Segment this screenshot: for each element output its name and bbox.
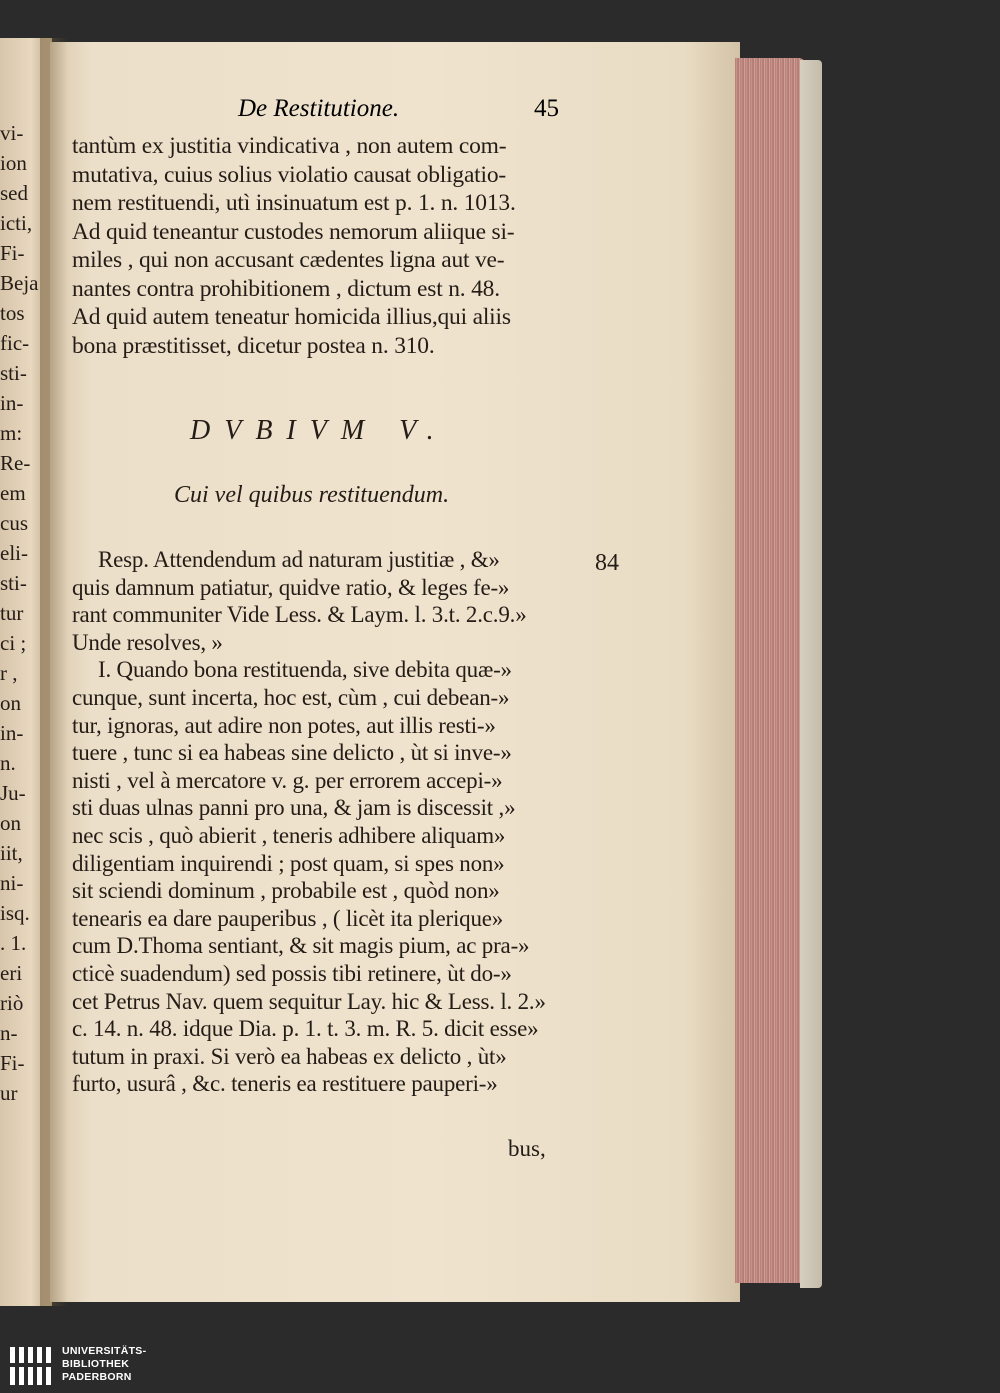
left-margin-27: isq. bbox=[0, 901, 30, 925]
book-cover-edge bbox=[800, 60, 822, 1288]
running-title: De Restitutione. bbox=[238, 95, 400, 122]
paragraph-line-1: mutativa, cuius solius violatio causat obligatio- bbox=[72, 161, 507, 188]
answer-line-1: quis damnum patiatur, quidve ratio, & leges fe-» bbox=[72, 574, 510, 600]
catchword: bus, bbox=[508, 1136, 546, 1161]
left-margin-24: on bbox=[0, 811, 21, 835]
left-margin-32: Fi- bbox=[0, 1051, 25, 1075]
paragraph-line-0: tantùm ex justitia vindicativa , non autem com- bbox=[72, 133, 507, 159]
answer-line-9: sti duas ulnas panni pro una, & jam is discessit ,» bbox=[72, 795, 516, 821]
library-logo-icon bbox=[8, 1345, 54, 1387]
answer-line-18: tutum in praxi. Si verò ea habeas ex delicto , ùt» bbox=[72, 1043, 507, 1069]
answer-line-10: nec scis , quò abierit , teneris adhibere aliquam» bbox=[72, 822, 506, 848]
library-name-line1: UNIVERSITÄTS- bbox=[62, 1345, 147, 1357]
paragraph-line-3: Ad quid teneantur custodes nemorum aliique si- bbox=[72, 218, 515, 245]
left-margin-31: n- bbox=[0, 1021, 18, 1045]
answer-line-8: nisti , vel à mercatore v. g. per errorem accepi-» bbox=[72, 767, 503, 793]
page-number: 45 bbox=[534, 95, 559, 122]
left-margin-0: vi- bbox=[0, 121, 24, 145]
left-margin-19: r , bbox=[0, 661, 18, 685]
left-margin-33: ur bbox=[0, 1081, 18, 1105]
left-margin-25: iit, bbox=[0, 841, 23, 865]
paragraph-text bbox=[72, 132, 602, 360]
paragraph-line-4: miles , qui non accusant cædentes ligna aut ve- bbox=[72, 247, 505, 273]
library-name bbox=[62, 1345, 146, 1384]
answer-line-5: cunque, sunt incerta, hoc est, cùm , cui debean-» bbox=[72, 684, 510, 710]
library-logo bbox=[8, 1343, 168, 1389]
left-margin-8: sti- bbox=[0, 361, 27, 385]
library-name-line3: PADERBORN bbox=[62, 1371, 132, 1383]
margin-number: 84 bbox=[595, 550, 619, 576]
left-margin-16: sti- bbox=[0, 571, 27, 595]
left-margin-15: eli- bbox=[0, 541, 28, 565]
answer-line-0: Resp. Attendendum ad naturam justitiæ , &» bbox=[98, 547, 500, 572]
answer-line-17: c. 14. n. 48. idque Dia. p. 1. t. 3. m. R. 5. dicit esse» bbox=[72, 1016, 539, 1042]
page-edge-red bbox=[735, 58, 805, 1283]
left-margin-30: riò bbox=[0, 991, 24, 1015]
paragraph-line-5: nantes contra prohibitionem , dictum est n. 48. bbox=[72, 275, 500, 302]
left-margin-12: em bbox=[0, 481, 26, 505]
answer-line-15: cticè suadendum) sed possis tibi retinere, ùt do-» bbox=[72, 960, 512, 986]
left-margin-4: Fi- bbox=[0, 241, 25, 265]
paragraph-line-2: nem restituendi, utì insinuatum est p. 1. n. 1013. bbox=[72, 190, 516, 216]
answer-line-6: tur, ignoras, aut adire non potes, aut illis resti-» bbox=[72, 712, 496, 738]
left-margin-5: Beja bbox=[0, 271, 39, 295]
answer-line-11: diligentiam inquirendi ; post quam, si spes non» bbox=[72, 850, 505, 876]
left-margin-28: . 1. bbox=[0, 931, 27, 955]
left-margin-11: Re- bbox=[0, 451, 31, 475]
left-margin-21: in- bbox=[0, 721, 24, 745]
left-margin-18: ci ; bbox=[0, 631, 27, 655]
library-name-line2: BIBLIOTHEK bbox=[62, 1358, 130, 1370]
left-margin-22: n. bbox=[0, 751, 16, 775]
paragraph-line-7: bona præstitisset, dicetur postea n. 310. bbox=[72, 332, 435, 359]
section-subheading: Cui vel quibus restituendum. bbox=[174, 482, 450, 508]
left-margin-14: cus bbox=[0, 511, 28, 535]
paragraph-line-6: Ad quid autem teneatur homicida illius,qui aliis bbox=[72, 304, 511, 330]
answer-line-14: cum D.Thoma sentiant, & sit magis pium, ac pra-» bbox=[72, 933, 530, 959]
left-margin-29: eri bbox=[0, 961, 23, 985]
left-margin-7: fic- bbox=[0, 331, 30, 355]
left-margin-9: in- bbox=[0, 391, 24, 415]
left-page-margin-text bbox=[0, 118, 48, 1108]
answer-line-4: I. Quando bona restituenda, sive debita quæ-» bbox=[98, 657, 512, 683]
section-heading: DVBIVM V. bbox=[190, 415, 448, 446]
answer-line-16: cet Petrus Nav. quem sequitur Lay. hic & Less. l. 2.» bbox=[72, 988, 546, 1014]
left-margin-6: tos bbox=[0, 301, 25, 325]
left-margin-17: tur bbox=[0, 601, 24, 625]
answer-line-19: furto, usurâ , &c. teneris ea restituere pauperi-» bbox=[72, 1071, 498, 1097]
left-margin-10: m: bbox=[0, 421, 23, 445]
left-margin-23: Ju- bbox=[0, 781, 26, 805]
left-margin-1: ion bbox=[0, 151, 27, 175]
running-head bbox=[72, 95, 592, 129]
answer-text bbox=[72, 546, 602, 1098]
answer-line-7: tuere , tunc si ea habeas sine delicto , ùt si inve-» bbox=[72, 740, 512, 766]
answer-line-13: tenearis ea dare pauperibus , ( licèt ita plerique» bbox=[72, 905, 504, 931]
answer-line-3: Unde resolves, » bbox=[72, 629, 223, 655]
answer-line-2: rant communiter Vide Less. & Laym. l. 3.t. 2.c.9.» bbox=[72, 602, 527, 628]
left-margin-3: icti, bbox=[0, 211, 33, 235]
left-margin-2: sed bbox=[0, 181, 28, 205]
left-margin-26: ni- bbox=[0, 871, 24, 895]
answer-line-12: sit sciendi dominum , probabile est , quòd non» bbox=[72, 878, 500, 904]
left-margin-20: on bbox=[0, 691, 21, 715]
